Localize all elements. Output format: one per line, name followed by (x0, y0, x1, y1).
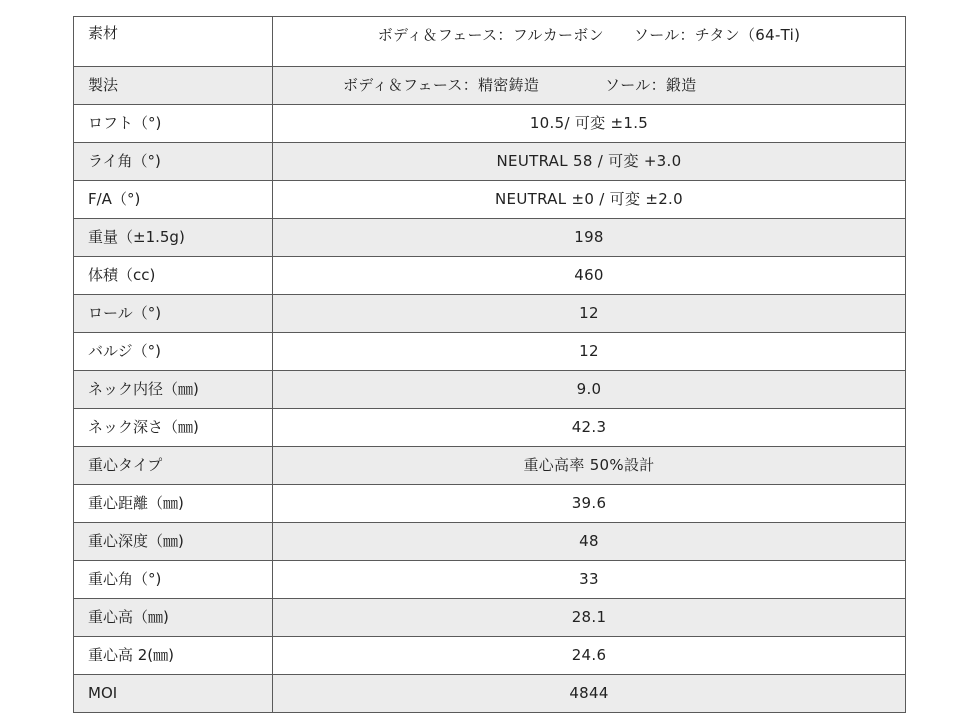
row-value: 12 (273, 333, 906, 371)
row-label: 重量（±1.5g) (74, 219, 273, 257)
row-value: 33 (273, 561, 906, 599)
process-value (343, 78, 697, 93)
table-row (74, 143, 906, 181)
spec-table (73, 16, 906, 713)
table-row (74, 447, 906, 485)
row-value: 39.6 (273, 485, 906, 523)
row-label: 重心角（°) (74, 561, 273, 599)
row-label: 体積（cc) (74, 257, 273, 295)
row-value: 460 (273, 257, 906, 295)
row-label: ネック内径（㎜) (74, 371, 273, 409)
row-value (273, 67, 906, 105)
material-value (378, 28, 801, 43)
table-row (74, 675, 906, 713)
row-value: 9.0 (273, 371, 906, 409)
row-value: 28.1 (273, 599, 906, 637)
material-sole: ソール：チタン（64-Ti) (633, 26, 801, 44)
table-row (74, 333, 906, 371)
row-value: 4844 (273, 675, 906, 713)
row-value (273, 17, 906, 67)
table-row (74, 637, 906, 675)
table-row (74, 599, 906, 637)
process-body-face: ボディ＆フェース：精密鋳造 (343, 76, 540, 94)
row-label: 重心高（㎜) (74, 599, 273, 637)
row-label: ライ角（°) (74, 143, 273, 181)
row-value: 42.3 (273, 409, 906, 447)
row-value: 重心高率 50%設計 (273, 447, 906, 485)
row-label: 重心深度（㎜) (74, 523, 273, 561)
row-label: ネック深さ（㎜) (74, 409, 273, 447)
row-value: NEUTRAL 58 / 可変 +3.0 (273, 143, 906, 181)
row-value: NEUTRAL ±0 / 可変 ±2.0 (273, 181, 906, 219)
row-label: F/A（°) (74, 181, 273, 219)
row-value: 198 (273, 219, 906, 257)
row-label: 重心距離（㎜) (74, 485, 273, 523)
row-label: 重心高 2(㎜) (74, 637, 273, 675)
row-label: ロール（°) (74, 295, 273, 333)
row-value: 12 (273, 295, 906, 333)
material-body-face: ボディ＆フェース：フルカーボン (377, 26, 604, 44)
row-value: 24.6 (273, 637, 906, 675)
row-label: バルジ（°) (74, 333, 273, 371)
row-label: MOI (74, 675, 273, 713)
row-label: 重心タイプ (74, 447, 273, 485)
table-row (74, 257, 906, 295)
table-row-process (74, 67, 906, 105)
table-row (74, 295, 906, 333)
table-row (74, 561, 906, 599)
table-row (74, 485, 906, 523)
row-value: 10.5/ 可変 ±1.5 (273, 105, 906, 143)
table-row (74, 371, 906, 409)
row-label: 素材 (74, 17, 273, 67)
table-row (74, 523, 906, 561)
table-row (74, 181, 906, 219)
process-sole: ソール：鍛造 (605, 76, 697, 94)
row-value: 48 (273, 523, 906, 561)
table-row (74, 219, 906, 257)
row-label: ロフト（°) (74, 105, 273, 143)
row-label: 製法 (74, 67, 273, 105)
table-row-material (74, 17, 906, 67)
table-row (74, 105, 906, 143)
table-row (74, 409, 906, 447)
